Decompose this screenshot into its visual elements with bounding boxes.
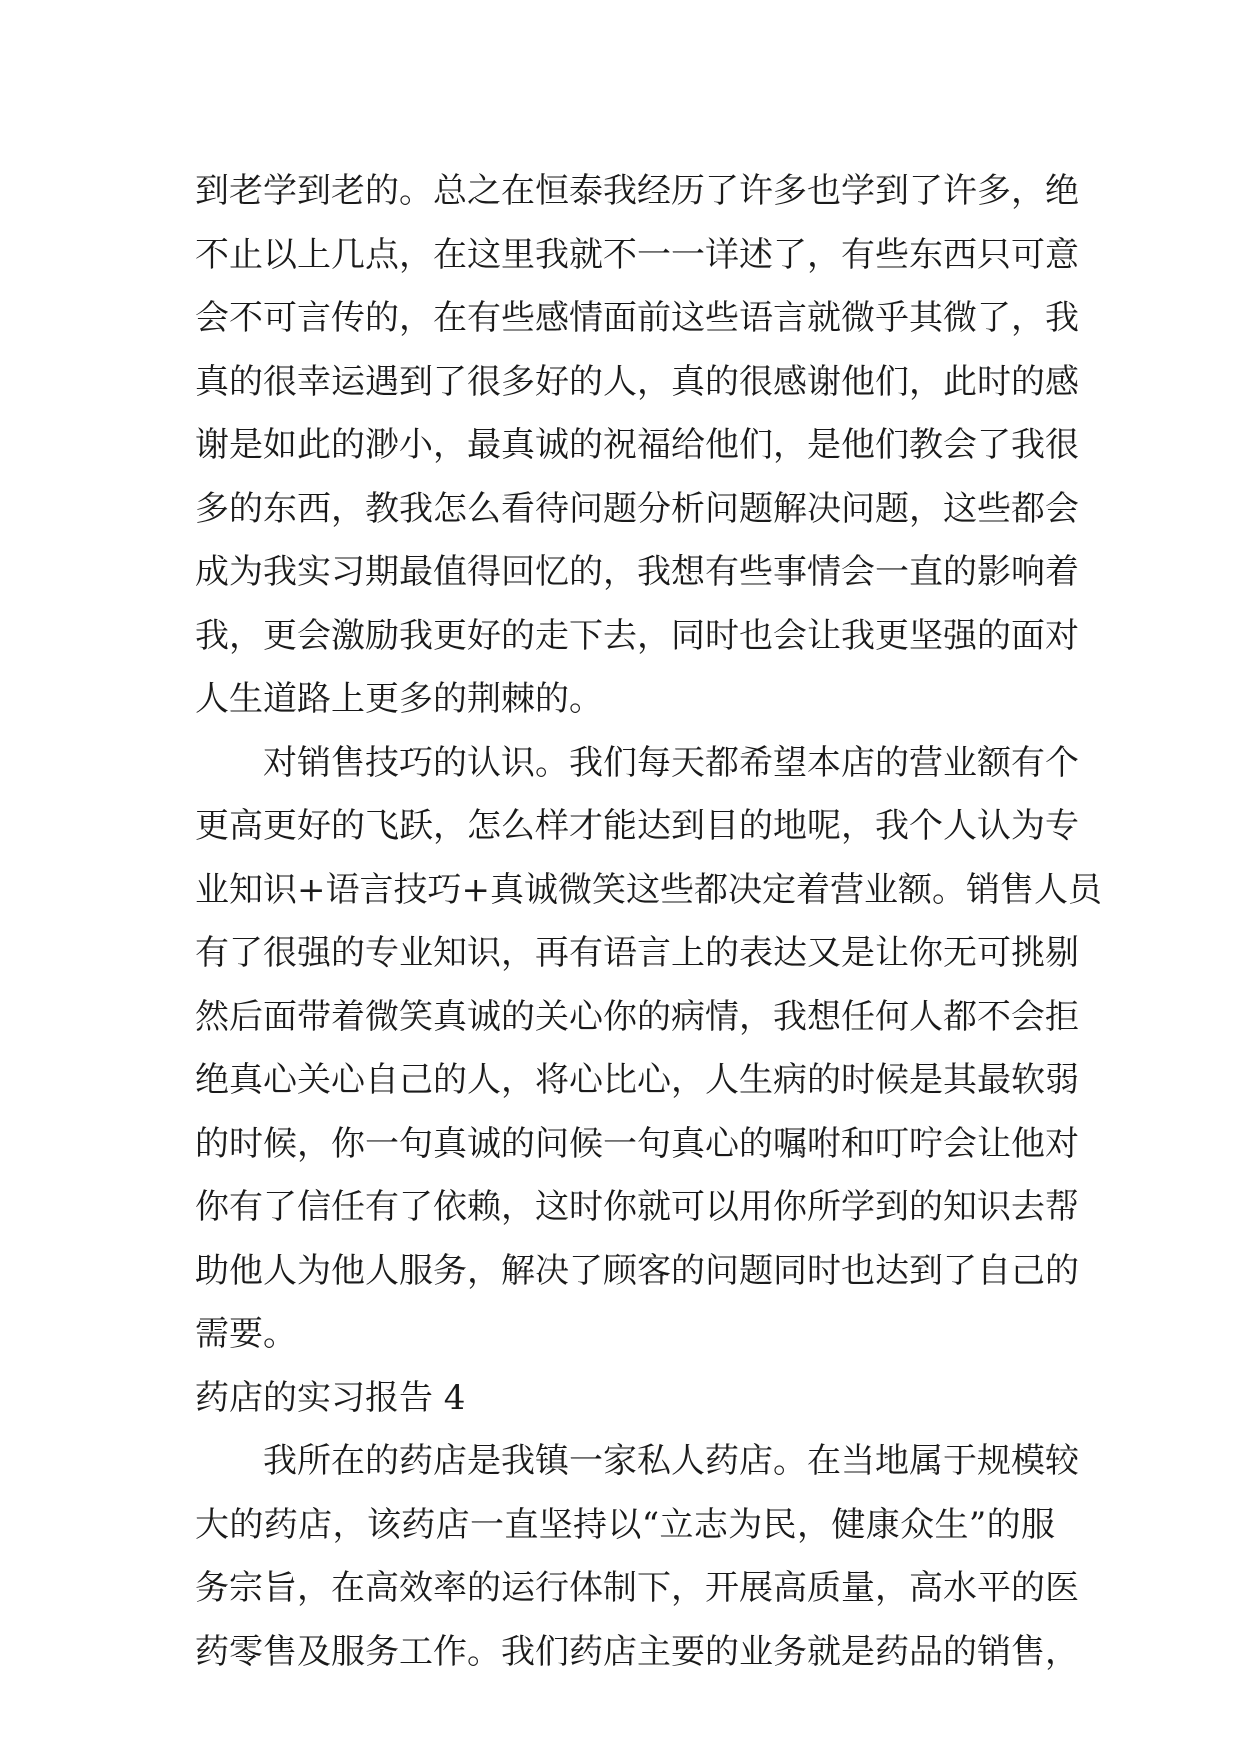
text-line: 务宗旨，在高效率的运行体制下，开展高质量，高水平的医 [195, 1568, 1079, 1608]
text-line: 谢是如此的渺小，最真诚的祝福给他们，是他们教会了我很 [195, 425, 1079, 465]
paragraph-3 [195, 1430, 1079, 1684]
text-line: 助他人为他人服务，解决了顾客的问题同时也达到了自己的 [195, 1250, 1079, 1291]
text-line: 的时候，你一句真诚的问候一句真心的嘱咐和叮咛会让他对 [195, 1123, 1079, 1164]
text-line: 我，更会激励我更好的走下去，同时也会让我更坚强的面对 [195, 615, 1079, 656]
text-line: 然后面带着微笑真诚的关心你的病情，我想任何人都不会拒 [195, 996, 1079, 1037]
text-line: 药零售及服务工作。我们药店主要的业务就是药品的销售， [195, 1631, 1079, 1672]
text-line: 绝真心关心自己的人，将心比心，人生病的时候是其最软弱 [195, 1060, 1079, 1100]
document-body [195, 160, 1102, 1684]
text-line: 有了很强的专业知识，再有语言上的表达又是让你无可挑剔 [195, 933, 1079, 973]
text-line: 你有了信任有了依赖，这时你就可以用你所学到的知识去帮 [195, 1187, 1079, 1227]
text-line: 真的很幸运遇到了很多好的人，真的很感谢他们，此时的感 [195, 361, 1079, 402]
text-line: 多的东西，教我怎么看待问题分析问题解决问题，这些都会 [195, 488, 1079, 529]
text-line: 大的药店，该药店一直坚持以“立志为民，健康众生”的服 [195, 1504, 1055, 1545]
text-line: 不止以上几点，在这里我就不一一详述了，有些东西只可意 [195, 234, 1079, 275]
text-line: 到老学到老的。总之在恒泰我经历了许多也学到了许多，绝 [195, 171, 1079, 211]
paragraph-1 [195, 160, 1079, 732]
text-line: 对销售技巧的认识。我们每天都希望本店的营业额有个 [263, 742, 1079, 783]
section-heading: 药店的实习报告 4 [195, 1377, 466, 1418]
paragraph-2 [195, 732, 1102, 1367]
text-line: 成为我实习期最值得回忆的，我想有些事情会一直的影响着 [195, 552, 1079, 592]
text-line: 我所在的药店是我镇一家私人药店。在当地属于规模较 [263, 1441, 1079, 1481]
text-line: 业知识+语言技巧+真诚微笑这些都决定着营业额。销售人员 [195, 869, 1102, 910]
text-line: 更高更好的飞跃，怎么样才能达到目的地呢，我个人认为专 [195, 806, 1079, 846]
text-line: 需要。 [195, 1314, 297, 1354]
text-line: 会不可言传的，在有些感情面前这些语言就微乎其微了，我 [195, 298, 1079, 338]
text-line: 人生道路上更多的荆棘的。 [195, 679, 603, 719]
